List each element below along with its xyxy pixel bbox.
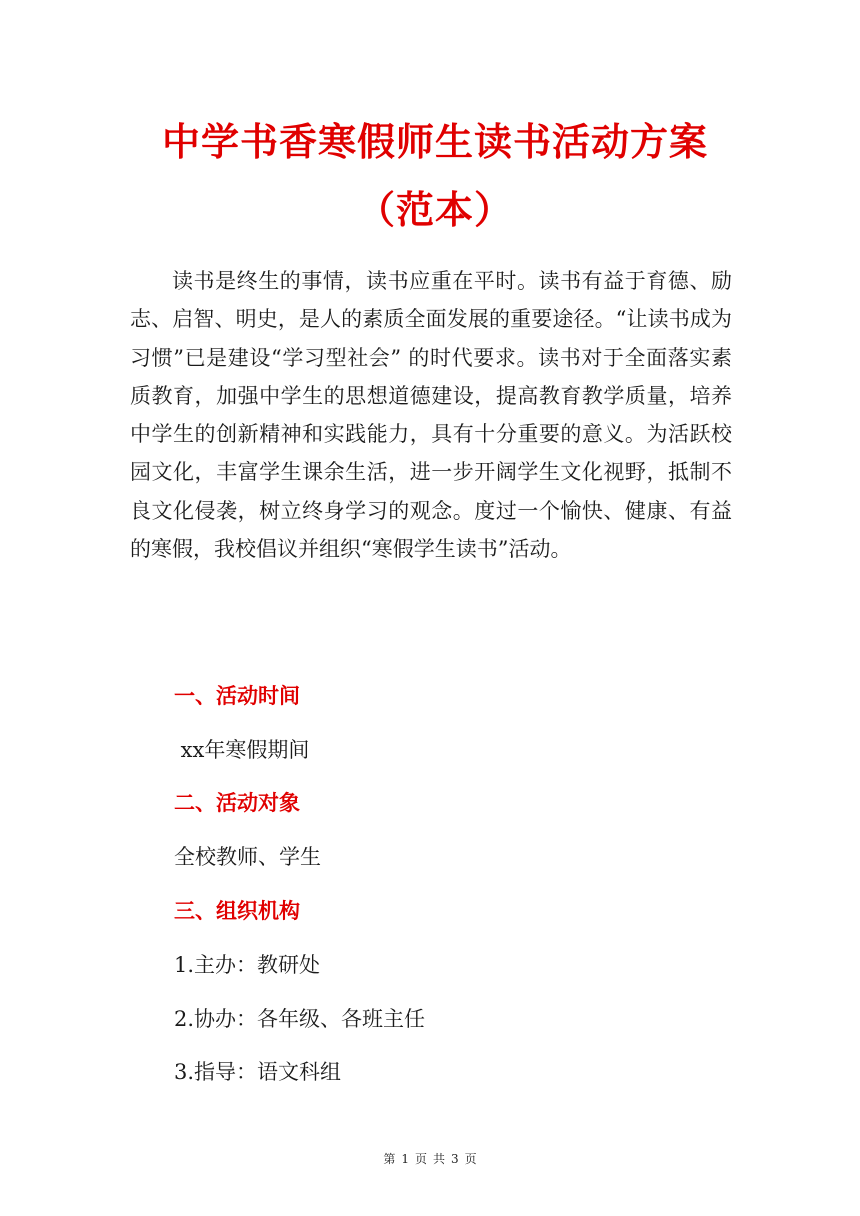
section-heading-time: 一、活动时间 [174, 683, 300, 708]
page-footer [0, 1150, 860, 1167]
section-heading-audience: 二、活动对象 [174, 790, 300, 815]
section-item-time: xx年寒假期间 [174, 738, 310, 762]
footer-total-pages: 3 [451, 1152, 459, 1166]
footer-total-suffix: 页 [464, 1152, 477, 1166]
footer-page-prefix: 第 [383, 1152, 396, 1166]
footer-page-word: 页 [414, 1152, 427, 1166]
footer-total-prefix: 共 [433, 1152, 446, 1166]
intro-paragraph: 读书是终生的事情，读书应重在平时。读书有益于育德、励志、启智、明史，是人的素质全面发展的重要途径。“让读书成为习惯”已是建设“学习型社会” 的时代要求。读书对于全面落实素质教育，加强中学生的思想道德建设，提高教育教学质量，培养中学生的创新精神和实践能力，具有十分重要的意义。为活跃校园文化，丰富学生课余生活，进一步开阔学生文化视野，抵制不良文化侵袭，树立终身学习的观念。度过一个愉快、健康、有益的寒假，我校倡议并组织“寒假学生读书”活动。 [130, 269, 732, 562]
section-item-co-host: 2.协办：各年级、各班主任 [174, 1007, 426, 1031]
section-item-guidance: 3.指导：语文科组 [174, 1060, 342, 1084]
section-item-audience: 全校教师、学生 [174, 845, 321, 869]
document-title: 中学书香寒假师生读书活动方案（范本） [161, 119, 708, 232]
section-item-host: 1.主办：教研处 [174, 953, 321, 977]
section-heading-organization: 三、组织机构 [174, 898, 300, 923]
footer-current-page: 1 [401, 1152, 409, 1166]
